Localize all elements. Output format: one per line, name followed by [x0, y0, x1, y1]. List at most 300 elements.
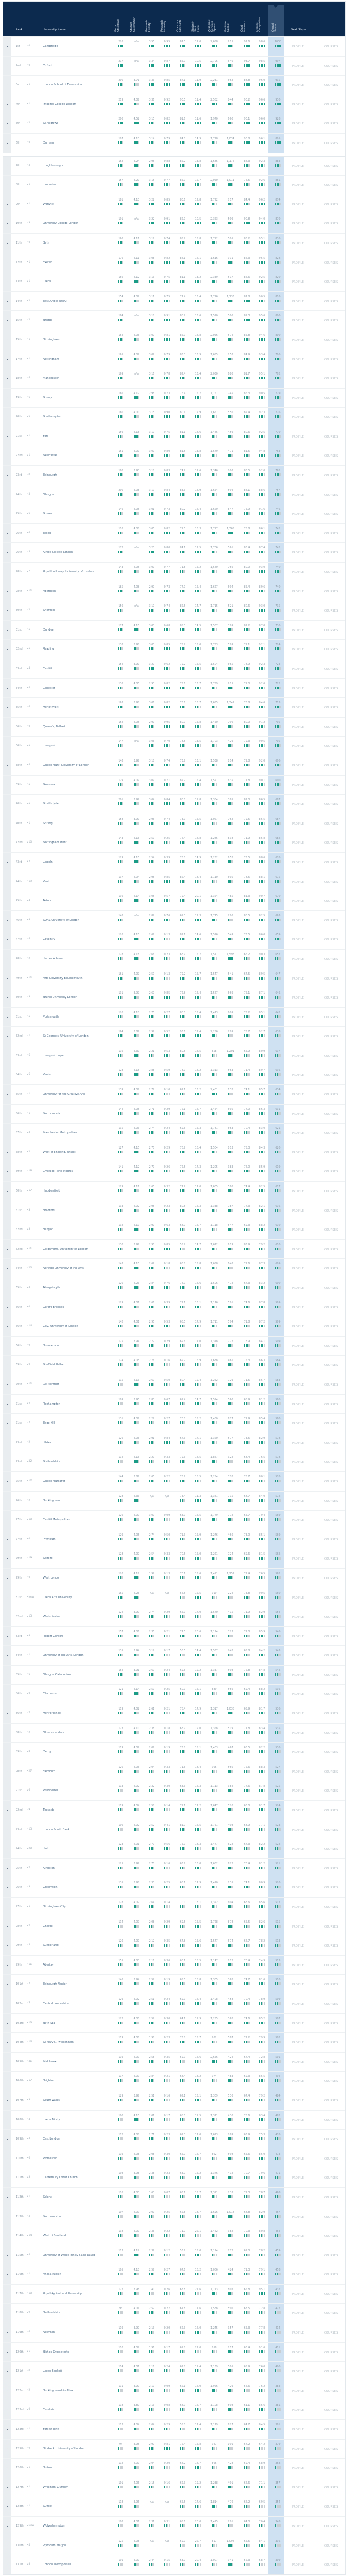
good-honours-cell [240, 1166, 253, 1172]
graduate-prospects-value: 81.1 [179, 276, 186, 279]
profile-link[interactable]: PROFILE [292, 783, 304, 787]
overall-score-cell [271, 740, 284, 747]
courses-link[interactable]: COURSES [324, 338, 338, 342]
chevron-down-icon[interactable]: ⌄ [3, 930, 11, 949]
university-name-link[interactable]: Stirling [43, 821, 53, 825]
courses-link[interactable]: COURSES [324, 435, 338, 439]
profile-link[interactable]: PROFILE [292, 141, 304, 145]
university-name-link[interactable]: London School of Economics [43, 83, 82, 87]
courses-link[interactable]: COURSES [324, 590, 338, 594]
university-name-link[interactable]: Kent [43, 880, 49, 883]
graduate-prospects-value: 79.4 [179, 895, 186, 899]
university-name-link[interactable]: Newcastle [43, 454, 57, 458]
student-staff-ratio-cell [191, 934, 204, 940]
university-name-link[interactable]: Manchester [43, 377, 59, 381]
header-overall-score[interactable]: Overall Score [272, 22, 277, 32]
profile-link[interactable]: PROFILE [292, 122, 304, 126]
score-bar [114, 83, 127, 86]
chevron-down-icon[interactable]: ⌄ [3, 872, 11, 891]
courses-link[interactable]: COURSES [324, 454, 338, 458]
profile-link[interactable]: PROFILE [292, 609, 304, 613]
profile-link[interactable]: PROFILE [292, 203, 304, 207]
courses-link[interactable]: COURSES [324, 996, 338, 1000]
university-name-link[interactable]: Northumbria [43, 1112, 60, 1115]
profile-link[interactable]: PROFILE [292, 706, 304, 710]
courses-link[interactable]: COURSES [324, 628, 338, 632]
university-name-link[interactable]: East Anglia (UEA) [43, 299, 67, 303]
courses-link[interactable]: COURSES [324, 687, 338, 690]
university-name-link[interactable]: Cambridge [43, 45, 58, 48]
chevron-down-icon[interactable]: ⌄ [3, 408, 11, 427]
header-facilities-spend[interactable]: Facilities Spend [225, 21, 230, 32]
university-name-link[interactable]: Sussex [43, 512, 53, 516]
profile-link[interactable]: PROFILE [292, 64, 304, 68]
graduate-prospects-cell [176, 138, 189, 144]
courses-link[interactable]: COURSES [324, 725, 338, 729]
profile-link[interactable]: PROFILE [292, 222, 304, 226]
chevron-down-icon[interactable]: ⌄ [3, 659, 11, 678]
university-name-link[interactable]: King's College London [43, 551, 73, 554]
research-intensity-value: 0.27 [164, 1011, 170, 1014]
courses-link[interactable]: COURSES [324, 103, 338, 107]
courses-link[interactable]: COURSES [324, 1132, 338, 1136]
chevron-down-icon[interactable]: ⌄ [3, 57, 11, 76]
profile-link[interactable]: PROFILE [292, 493, 304, 497]
profile-link[interactable]: PROFILE [292, 938, 304, 942]
courses-link[interactable]: COURSES [324, 938, 338, 942]
university-name-link[interactable]: Imperial College London [43, 102, 76, 106]
header-university-name[interactable]: University Name [43, 28, 66, 32]
profile-link[interactable]: PROFILE [292, 1170, 304, 1174]
university-name-link[interactable]: St George's, University of London [43, 1034, 89, 1038]
chevron-down-icon[interactable]: ⌄ [3, 95, 11, 114]
chevron-down-icon[interactable]: ⌄ [3, 950, 11, 969]
score-bar [271, 203, 284, 205]
chevron-down-icon[interactable]: ⌄ [3, 253, 11, 272]
chevron-down-icon[interactable]: ⌄ [3, 737, 11, 756]
score-bar [224, 435, 237, 438]
university-name-link[interactable]: Keele [43, 1073, 51, 1077]
courses-link[interactable]: COURSES [324, 474, 338, 478]
courses-link[interactable]: COURSES [324, 880, 338, 884]
chevron-down-icon[interactable]: ⌄ [3, 1143, 11, 1162]
chevron-down-icon[interactable]: ⌄ [3, 214, 11, 233]
header-rank[interactable]: Rank [16, 28, 23, 32]
academic-services-spend-cell [208, 199, 221, 205]
chevron-down-icon[interactable]: ⌄ [3, 698, 11, 717]
university-name-link[interactable]: Cardiff [43, 667, 52, 670]
chevron-down-icon[interactable]: ⌄ [3, 911, 11, 930]
university-name-link[interactable]: Portsmouth [43, 1015, 59, 1019]
university-name-link[interactable]: Queen Mary, University of London [43, 763, 90, 767]
university-name-link[interactable]: Birmingham [43, 338, 60, 341]
header-academic-services-spend[interactable]: Academic Services Spend [208, 19, 216, 32]
university-name-link[interactable]: Dundee [43, 628, 54, 632]
university-name-link[interactable]: Queen's, Belfast [43, 725, 65, 728]
profile-link[interactable]: PROFILE [292, 822, 304, 826]
university-name-link[interactable]: Aston [43, 899, 51, 903]
chevron-down-icon[interactable]: ⌄ [3, 1182, 11, 1201]
chevron-down-icon[interactable]: ⌄ [3, 1008, 11, 1027]
university-name-link[interactable]: Bristol [43, 319, 52, 322]
courses-link[interactable]: COURSES [324, 84, 338, 88]
courses-link[interactable]: COURSES [324, 164, 338, 168]
research-intensity-cell [160, 373, 173, 379]
chevron-down-icon[interactable]: ⌄ [3, 369, 11, 388]
profile-link[interactable]: PROFILE [292, 1132, 304, 1136]
profile-link[interactable]: PROFILE [292, 590, 304, 594]
score-bar [176, 45, 189, 47]
chevron-down-icon[interactable]: ⌄ [3, 563, 11, 582]
courses-link[interactable]: COURSES [324, 184, 338, 188]
profile-link[interactable]: PROFILE [292, 841, 304, 845]
chevron-down-icon[interactable]: ⌄ [3, 1162, 11, 1181]
chevron-down-icon[interactable]: ⌄ [3, 157, 11, 176]
profile-link[interactable]: PROFILE [292, 900, 304, 903]
courses-link[interactable]: COURSES [324, 571, 338, 575]
bar-segment [248, 164, 250, 167]
profile-link[interactable]: PROFILE [292, 319, 304, 323]
profile-link[interactable]: PROFILE [292, 571, 304, 575]
student-staff-ratio-value: 11.6 [195, 118, 201, 121]
courses-link[interactable]: COURSES [324, 609, 338, 613]
courses-link[interactable]: COURSES [324, 1151, 338, 1155]
courses-link[interactable]: COURSES [324, 900, 338, 903]
university-name-link[interactable]: Bath [43, 241, 49, 245]
good-honours-value: 92.6 [244, 41, 250, 43]
courses-link[interactable]: COURSES [324, 493, 338, 497]
chevron-down-icon[interactable]: ⌄ [3, 833, 11, 852]
profile-link[interactable]: PROFILE [292, 241, 304, 245]
profile-link[interactable]: PROFILE [292, 725, 304, 729]
profile-link[interactable]: PROFILE [292, 996, 304, 1000]
courses-link[interactable]: COURSES [324, 668, 338, 671]
chevron-down-icon[interactable]: ⌄ [3, 1124, 11, 1143]
chevron-down-icon[interactable]: ⌄ [3, 311, 11, 330]
profile-link[interactable]: PROFILE [292, 628, 304, 632]
courses-link[interactable]: COURSES [324, 358, 338, 361]
courses-link[interactable]: COURSES [324, 377, 338, 381]
profile-link[interactable]: PROFILE [292, 358, 304, 361]
chevron-down-icon[interactable]: ⌄ [3, 176, 11, 195]
courses-link[interactable]: COURSES [324, 803, 338, 807]
chevron-down-icon[interactable]: ⌄ [3, 853, 11, 872]
university-name-link[interactable]: Arts University Bournemouth [43, 976, 83, 980]
header-good-honours[interactable]: Good Honours [241, 21, 246, 32]
score-bar [208, 1073, 221, 1076]
profile-link[interactable]: PROFILE [292, 977, 304, 981]
university-name-link[interactable]: Durham [43, 141, 54, 145]
graduate-prospects-value: 85.3 [179, 624, 186, 627]
facilities-spend-value: 1,598 [227, 953, 234, 956]
university-name-link[interactable]: Coventry [43, 938, 55, 941]
university-name-link[interactable]: Sheffield [43, 609, 55, 613]
university-name-link[interactable]: Exeter [43, 260, 52, 264]
rank-change: 6 [27, 396, 30, 399]
chevron-down-icon[interactable]: ⌄ [3, 524, 11, 543]
university-name-link[interactable]: Huddersfield [43, 1189, 60, 1193]
university-name-link[interactable]: Brunel University London [43, 996, 78, 1000]
graduate-prospects-value: 80.1 [179, 411, 186, 415]
university-name-link[interactable]: Edinburgh [43, 473, 57, 477]
student-staff-ratio-cell [191, 431, 204, 438]
profile-link[interactable]: PROFILE [292, 435, 304, 439]
chevron-down-icon[interactable]: ⌄ [3, 272, 11, 291]
profile-link[interactable]: PROFILE [292, 687, 304, 690]
score-bar [130, 473, 143, 476]
bar-segment [248, 183, 250, 186]
profile-link[interactable]: PROFILE [292, 1093, 304, 1097]
profile-link[interactable]: PROFILE [292, 45, 304, 48]
university-name-link[interactable]: Southampton [43, 415, 61, 419]
profile-link[interactable]: PROFILE [292, 280, 304, 284]
chevron-down-icon[interactable]: ⌄ [3, 601, 11, 620]
courses-link[interactable]: COURSES [324, 280, 338, 284]
profile-link[interactable]: PROFILE [292, 1054, 304, 1058]
header-student-staff-ratio[interactable]: Student- Staff Ratio [192, 21, 200, 32]
profile-link[interactable]: PROFILE [292, 454, 304, 458]
chevron-down-icon[interactable]: ⌄ [3, 1105, 11, 1124]
profile-link[interactable]: PROFILE [292, 1035, 304, 1039]
profile-link[interactable]: PROFILE [292, 377, 304, 381]
university-name-link[interactable]: Strathclyde [43, 802, 59, 806]
score-bar [240, 415, 253, 418]
courses-link[interactable]: COURSES [324, 203, 338, 207]
university-name-link[interactable]: Lancaster [43, 183, 57, 187]
chevron-down-icon[interactable]: ⌄ [3, 330, 11, 350]
profile-link[interactable]: PROFILE [292, 764, 304, 768]
chevron-down-icon[interactable]: ⌄ [3, 776, 11, 795]
chevron-down-icon[interactable]: ⌄ [3, 814, 11, 833]
header-research-quality[interactable]: Research Quality [146, 20, 151, 32]
chevron-down-icon[interactable]: ⌄ [3, 1085, 11, 1104]
good-honours-value: 73.5 [244, 934, 250, 937]
academic-services-spend-value: 1,521 [210, 779, 218, 782]
chevron-down-icon[interactable]: ⌄ [3, 1065, 11, 1084]
courses-link[interactable]: COURSES [324, 396, 338, 400]
courses-link[interactable]: COURSES [324, 1015, 338, 1019]
profile-link[interactable]: PROFILE [292, 513, 304, 516]
courses-link[interactable]: COURSES [324, 45, 338, 48]
bar-segment [264, 609, 265, 612]
courses-link[interactable]: COURSES [324, 241, 338, 245]
university-name-link[interactable]: Leeds [43, 280, 51, 284]
profile-link[interactable]: PROFILE [292, 164, 304, 168]
courses-link[interactable]: COURSES [324, 1074, 338, 1077]
university-name-link[interactable]: Swansea [43, 783, 55, 787]
courses-link[interactable]: COURSES [324, 783, 338, 787]
university-name-link[interactable]: Loughborough [43, 164, 63, 167]
courses-link[interactable]: COURSES [324, 745, 338, 749]
chevron-down-icon[interactable]: ⌄ [3, 195, 11, 214]
chevron-down-icon[interactable]: ⌄ [3, 504, 11, 523]
courses-link[interactable]: COURSES [324, 551, 338, 555]
chevron-down-icon[interactable]: ⌄ [3, 718, 11, 737]
courses-link[interactable]: COURSES [324, 416, 338, 420]
profile-link[interactable]: PROFILE [292, 1112, 304, 1116]
chevron-down-icon[interactable]: ⌄ [3, 795, 11, 814]
courses-link[interactable]: COURSES [324, 860, 338, 864]
university-name-link[interactable]: Nottingham Trent [43, 841, 67, 845]
university-name-link[interactable]: York [43, 434, 49, 438]
courses-link[interactable]: COURSES [324, 64, 338, 68]
university-name-link[interactable]: Warwick [43, 202, 54, 206]
courses-link[interactable]: COURSES [324, 513, 338, 516]
chevron-down-icon[interactable]: ⌄ [3, 76, 11, 95]
header-student-satisfaction[interactable]: Student Satisfaction [130, 17, 136, 32]
chevron-down-icon[interactable]: ⌄ [3, 427, 11, 446]
header-graduate-prospects[interactable]: Graduate Prospects [177, 19, 182, 32]
chevron-down-icon[interactable]: ⌄ [3, 969, 11, 988]
university-name-link[interactable]: Leicester [43, 686, 55, 690]
bar-segment [184, 1112, 185, 1115]
university-name-link[interactable]: Aberdeen [43, 589, 57, 593]
profile-link[interactable]: PROFILE [292, 551, 304, 555]
facilities-spend-cell [224, 315, 237, 321]
table-row [3, 659, 345, 678]
profile-link[interactable]: PROFILE [292, 919, 304, 922]
courses-link[interactable]: COURSES [324, 1170, 338, 1174]
profile-link[interactable]: PROFILE [292, 300, 304, 303]
courses-link[interactable]: COURSES [324, 319, 338, 323]
courses-link[interactable]: COURSES [324, 764, 338, 768]
profile-link[interactable]: PROFILE [292, 416, 304, 420]
profile-link[interactable]: PROFILE [292, 1074, 304, 1077]
chevron-down-icon[interactable]: ⌄ [3, 679, 11, 698]
courses-link[interactable]: COURSES [324, 706, 338, 710]
university-name-link[interactable]: Oxford [43, 64, 52, 67]
courses-link[interactable]: COURSES [324, 822, 338, 826]
courses-link[interactable]: COURSES [324, 300, 338, 303]
profile-link[interactable]: PROFILE [292, 745, 304, 749]
chevron-down-icon[interactable]: ⌄ [3, 466, 11, 485]
profile-link[interactable]: PROFILE [292, 474, 304, 478]
overall-score-value: 735 [275, 605, 281, 608]
profile-link[interactable]: PROFILE [292, 261, 304, 265]
university-name-link[interactable]: Liverpool Hope [43, 1053, 64, 1057]
chevron-down-icon[interactable]: ⌄ [3, 389, 11, 408]
chevron-down-icon[interactable]: ⌄ [3, 543, 11, 562]
profile-link[interactable]: PROFILE [292, 860, 304, 864]
chevron-down-icon[interactable]: ⌄ [3, 1027, 11, 1046]
profile-link[interactable]: PROFILE [292, 396, 304, 400]
university-name-link[interactable]: St Andrews [43, 122, 59, 126]
courses-link[interactable]: COURSES [324, 261, 338, 265]
chevron-down-icon[interactable]: ⌄ [3, 891, 11, 910]
header-degree-completion[interactable]: Degree Completion [256, 17, 262, 32]
score-bar [256, 64, 269, 67]
courses-link[interactable]: COURSES [324, 957, 338, 961]
chevron-down-icon[interactable]: ⌄ [3, 114, 11, 133]
bar-segment [184, 64, 185, 67]
degree-completion-cell [256, 1089, 269, 1095]
university-name-link[interactable]: SOAS University of London [43, 918, 79, 922]
university-name-link[interactable]: Royal Holloway, University of London [43, 570, 94, 574]
chevron-down-icon[interactable]: ⌄ [3, 640, 11, 659]
courses-link[interactable]: COURSES [324, 1054, 338, 1058]
chevron-down-icon[interactable]: ⌄ [3, 485, 11, 504]
bar-segment [138, 183, 139, 186]
chevron-down-icon[interactable]: ⌄ [3, 446, 11, 465]
chevron-down-icon[interactable]: ⌄ [3, 37, 11, 56]
courses-link[interactable]: COURSES [324, 222, 338, 226]
profile-link[interactable]: PROFILE [292, 103, 304, 107]
profile-link[interactable]: PROFILE [292, 1151, 304, 1155]
university-name-link[interactable]: Surrey [43, 396, 52, 400]
profile-link[interactable]: PROFILE [292, 957, 304, 961]
university-name-link[interactable]: West of England, Bristol [43, 1150, 76, 1154]
chevron-down-icon[interactable]: ⌄ [3, 350, 11, 369]
header-research-intensity[interactable]: Research Intensity [161, 20, 166, 32]
chevron-down-icon[interactable]: ⌄ [3, 988, 11, 1007]
university-name-link[interactable]: University College London [43, 222, 79, 226]
courses-link[interactable]: COURSES [324, 1112, 338, 1116]
profile-link[interactable]: PROFILE [292, 803, 304, 807]
entry-standards-cell [114, 373, 127, 379]
bar-segment [264, 64, 265, 67]
courses-link[interactable]: COURSES [324, 977, 338, 981]
courses-link[interactable]: COURSES [324, 141, 338, 145]
chevron-down-icon[interactable]: ⌄ [3, 134, 11, 153]
profile-link[interactable]: PROFILE [292, 184, 304, 188]
chevron-down-icon[interactable]: ⌄ [3, 234, 11, 253]
score-bar [160, 280, 173, 283]
bar-segment [279, 473, 281, 476]
profile-link[interactable]: PROFILE [292, 84, 304, 88]
courses-link[interactable]: COURSES [324, 122, 338, 126]
table-row [3, 562, 345, 582]
courses-link[interactable]: COURSES [324, 919, 338, 922]
facilities-spend-value: 635 [228, 779, 233, 782]
chevron-down-icon[interactable]: ⌄ [3, 292, 11, 311]
university-name-link[interactable]: Essex [43, 531, 51, 535]
facilities-spend-cell [224, 683, 237, 689]
profile-link[interactable]: PROFILE [292, 648, 304, 652]
academic-services-spend-cell [208, 431, 221, 438]
profile-link[interactable]: PROFILE [292, 880, 304, 884]
courses-link[interactable]: COURSES [324, 1035, 338, 1039]
university-name-link[interactable]: Nottingham [43, 357, 59, 361]
entry-standards-cell [114, 837, 127, 844]
header-entry-standards[interactable]: Entry Standards [115, 18, 120, 32]
university-name-link[interactable]: Lincoln [43, 860, 53, 864]
score-bar [240, 1112, 253, 1115]
university-name-link[interactable]: Glasgow [43, 492, 55, 496]
university-name-link[interactable]: University for the Creative Arts [43, 1093, 85, 1096]
chevron-down-icon[interactable]: ⌄ [3, 582, 11, 601]
university-name-link[interactable]: Harper Adams [43, 957, 63, 960]
university-name-link[interactable]: Manchester Metropolitan [43, 1131, 77, 1135]
academic-services-spend-cell [208, 470, 221, 476]
university-name-link[interactable]: Liverpool [43, 744, 55, 748]
courses-link[interactable]: COURSES [324, 532, 338, 535]
entry-standards-cell [114, 740, 127, 747]
courses-link[interactable]: COURSES [324, 1093, 338, 1097]
profile-link[interactable]: PROFILE [292, 532, 304, 535]
chevron-down-icon[interactable]: ⌄ [3, 621, 11, 640]
entry-standards-cell [114, 528, 127, 534]
chevron-down-icon[interactable]: ⌄ [3, 756, 11, 775]
profile-link[interactable]: PROFILE [292, 338, 304, 342]
university-name-link[interactable]: Heriot-Watt [43, 706, 59, 709]
courses-link[interactable]: COURSES [324, 648, 338, 652]
courses-link[interactable]: COURSES [324, 841, 338, 845]
profile-link[interactable]: PROFILE [292, 1015, 304, 1019]
profile-link[interactable]: PROFILE [292, 668, 304, 671]
chevron-down-icon[interactable]: ⌄ [3, 1046, 11, 1065]
university-name-link[interactable]: Reading [43, 647, 54, 651]
university-name-link[interactable]: Liverpool John Moores [43, 1170, 73, 1174]
